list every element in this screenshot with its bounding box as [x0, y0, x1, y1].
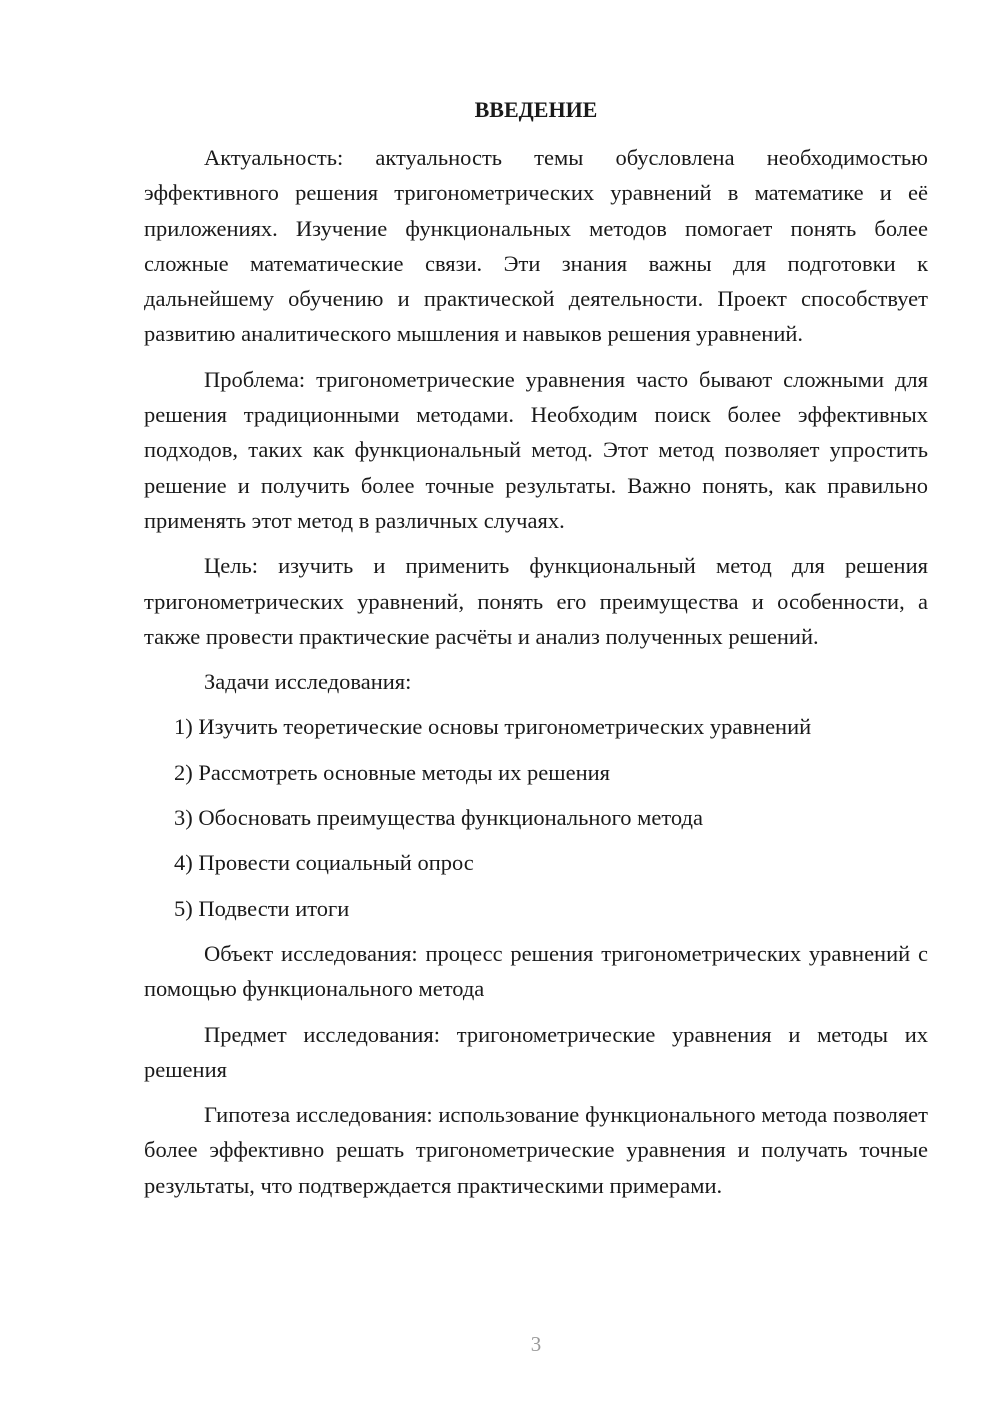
- task-item: 1) Изучить теоретические основы тригонометрических уравнений: [174, 714, 812, 740]
- goal-paragraph: Цель: изучить и применить функциональный метод для решения тригонометрических уравнений, понять его преимущества и особенности, а также провести практические расчёты и анализ полученных решений.: [144, 553, 928, 649]
- document-page: [144, 94, 928, 1213]
- task-item: 2) Рассмотреть основные методы их решения: [174, 759, 611, 785]
- section-title: ВВЕДЕНИЕ: [474, 97, 598, 122]
- problem-paragraph: Проблема: тригонометрические уравнения часто бывают сложными для решения традиционными методами. Необходим поиск более эффективных подходов, таких как функциональный метод. Этот метод позволяет упростить решение и получить более точные результаты. Важно понять, как правильно применять этот метод в различных случаях.: [144, 366, 928, 533]
- task-item: 3) Обосновать преимущества функционального метода: [174, 805, 703, 831]
- subject-paragraph: Предмет исследования: тригонометрические уравнения и методы их решения: [144, 1021, 928, 1082]
- relevance-paragraph: Актуальность: актуальность темы обусловлена необходимостью эффективного решения тригонометрических уравнений в математике и её приложениях. Изучение функциональных методов помогает понять более сложные математические связи. Эти знания важны для подготовки к дальнейшему обучению и практической деятельности. Проект способствует развитию аналитического мышления и навыков решения уравнений.: [144, 145, 928, 347]
- task-item: 5) Подвести итоги: [174, 895, 350, 921]
- page-number: 3: [530, 1332, 542, 1356]
- tasks-list: [144, 709, 928, 925]
- tasks-heading: Задачи исследования:: [204, 669, 412, 695]
- task-item: 4) Провести социальный опрос: [174, 850, 474, 876]
- object-paragraph: Объект исследования: процесс решения тригонометрических уравнений с помощью функционального метода: [144, 940, 928, 1002]
- hypothesis-paragraph: Гипотеза исследования: использование функционального метода позволяет более эффективно решать тригонометрические уравнения и получать точные результаты, что подтверждается практическими примерами.: [144, 1102, 928, 1198]
